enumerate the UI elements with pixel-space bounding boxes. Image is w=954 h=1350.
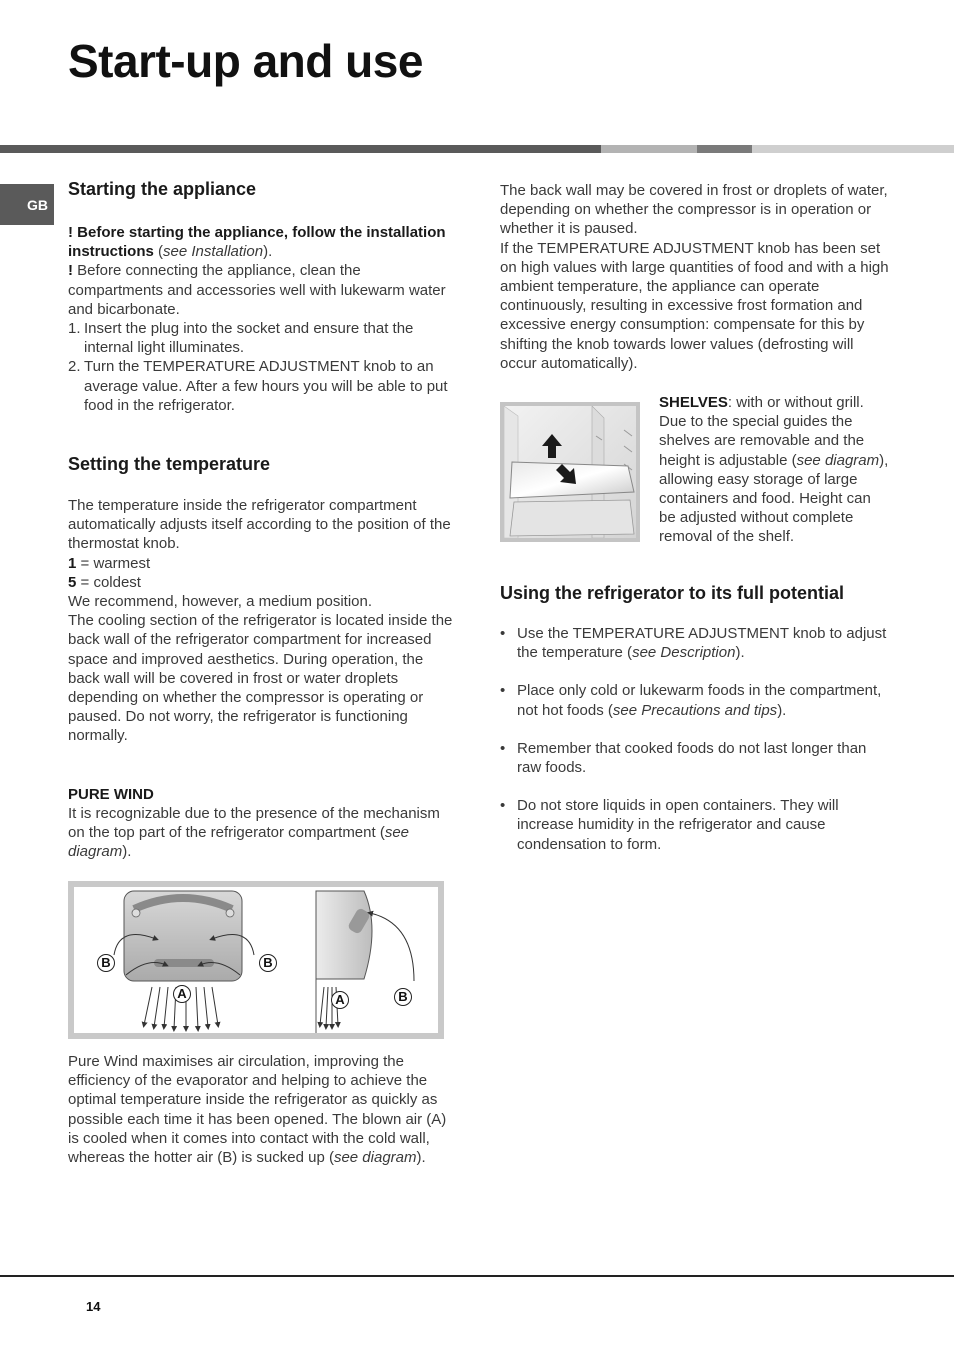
pure-wind-diagram <box>68 881 444 1039</box>
pure-wind-bottom <box>68 1052 456 1167</box>
step-text: Insert the plug into the socket and ensure that the internal light illuminates. <box>84 320 414 357</box>
fan-side-view <box>316 891 414 1033</box>
language-tab: GB <box>0 184 54 225</box>
start-steps <box>68 319 456 415</box>
label-a-front: A <box>173 985 191 1003</box>
item-text: Remember that cooked foods do not last longer than raw foods. <box>517 739 867 777</box>
coldest-text: = coldest <box>76 573 141 591</box>
header-band-lightest <box>752 145 954 153</box>
bullet: • <box>500 682 506 700</box>
ref-diagram: see diagram <box>796 451 880 469</box>
knob-high-values: If the TEMPERATURE ADJUSTMENT knob has been set on high values with large quantities of food and with a high ambient temperature, the appliance can operate continuously, resulting in excessive frost formation and excessive energy consumption: compensate for this by shifting the knob towards lower values (defrosting will occur automatically). <box>500 239 889 372</box>
shelf-diagram <box>500 402 640 542</box>
heading-potential: Using the refrigerator to its full potential <box>500 583 845 603</box>
pure-wind-diagram-inner <box>74 887 438 1033</box>
potential-list <box>500 624 890 854</box>
list-item <box>500 681 890 719</box>
pure-wind-illustration <box>74 887 438 1033</box>
warning-clean-text: Before connecting the appliance, clean the compartments and accessories well with lukewarm water and bicarbonate. <box>68 262 446 318</box>
item-close: ). <box>735 644 745 662</box>
ref-diagram: see diagram <box>68 824 410 861</box>
warning-install-open: ( <box>153 243 164 261</box>
pure-wind-explanation-close: ). <box>416 1149 426 1167</box>
ref-description: see Description <box>632 644 736 662</box>
warmest-text: = warmest <box>76 554 151 572</box>
warning-bang: ! <box>68 262 73 280</box>
temperature-cooling: The cooling section of the refrigerator is located inside the back wall of the refrigerator compartment for increased space and improved aesthetics. During operation, the back wall will be covered in frost or water droplets depending on whether the compressor is operating or paused. Do not worry, the refrigerator is functioning normally. <box>68 612 453 745</box>
heading-pure-wind: PURE WIND <box>68 785 154 803</box>
header-band-dark <box>0 145 601 153</box>
pure-wind-explanation <box>68 1052 456 1167</box>
temperature-intro: The temperature inside the refrigerator compartment automatically adjusts itself according to the position of the thermostat knob. <box>68 497 451 553</box>
shelves-text-2: ), allowing easy storage of large containers and food. Height can be adjusted without complete removal of the shelf. <box>659 451 889 546</box>
item-text: Do not store liquids in open containers. They will increase humidity in the refrigerator and cause condensation to form. <box>517 797 839 853</box>
page-number: 14 <box>86 1299 101 1314</box>
pure-wind-desc-close: ). <box>122 843 132 861</box>
footer-rule <box>0 1275 954 1277</box>
list-item <box>500 796 890 854</box>
list-item <box>68 319 456 357</box>
shelves-description <box>659 393 891 547</box>
warning-bang: ! <box>68 224 73 241</box>
ref-diagram: see diagram <box>333 1149 417 1167</box>
warning-clean <box>68 261 456 319</box>
header-band-mid <box>697 145 752 153</box>
bullet: • <box>500 797 506 815</box>
coldest-number: 5 <box>68 573 77 591</box>
warmest-number: 1 <box>68 554 77 572</box>
warning-install <box>68 223 456 261</box>
shelves-text <box>659 393 891 547</box>
warning-install-close: ). <box>263 243 273 261</box>
page-title: Start-up and use <box>68 35 423 87</box>
step-number: 1. <box>68 320 81 338</box>
list-item <box>68 357 456 415</box>
shelf-illustration <box>504 406 636 538</box>
list-item <box>500 624 890 662</box>
temperature-warmest <box>68 554 456 573</box>
right-column-bottom <box>500 582 890 873</box>
pure-wind-explanation-text: Pure Wind maximises air circulation, improving the efficiency of the evaporator and helping to achieve the optimal temperature inside the refrigerator as quickly as possible each time it has been opened. The blown air (A) is cooled when it comes into contact with the cold wall, whereas the hotter air (B) is sucked up ( <box>68 1053 447 1167</box>
item-text: Place only cold or lukewarm foods in the compartment, not hot foods ( <box>517 682 882 719</box>
warning-install-bold: Before starting the appliance, follow the installation instructions <box>68 224 446 261</box>
fan-front-view <box>114 891 254 1029</box>
label-b-right: B <box>259 954 277 972</box>
bullet: • <box>500 739 506 757</box>
right-column-top <box>500 181 890 373</box>
step-number: 2. <box>68 358 81 376</box>
pure-wind-desc <box>68 804 456 862</box>
shelves-label: SHELVES <box>659 394 728 411</box>
label-a-side: A <box>331 991 349 1009</box>
left-column <box>68 178 456 861</box>
pure-wind-desc-text: It is recognizable due to the presence of the mechanism on the top part of the refrigerator compartment ( <box>68 804 440 842</box>
bullet: • <box>500 625 506 642</box>
label-b-left: B <box>97 954 115 972</box>
back-wall-frost: The back wall may be covered in frost or droplets of water, depending on whether the compressor is in operation or whether it is paused. <box>500 182 888 238</box>
item-close: ). <box>777 701 787 719</box>
heading-temperature: Setting the temperature <box>68 454 271 475</box>
step-text: Turn the TEMPERATURE ADJUSTMENT knob to an average value. After a few hours you will be able to put food in the refrigerator. <box>84 358 448 414</box>
temperature-coldest <box>68 573 456 592</box>
heading-starting: Starting the appliance <box>68 179 257 199</box>
label-b-side: B <box>394 988 412 1006</box>
header-band-light <box>601 145 697 153</box>
shelves-text-1: : with or without grill. Due to the special guides the shelves are removable and the height is adjustable ( <box>659 394 865 469</box>
ref-installation: see Installation <box>163 243 264 261</box>
list-item <box>500 739 890 777</box>
ref-precautions: see Precautions and tips <box>612 701 778 719</box>
item-text: Use the TEMPERATURE ADJUSTMENT knob to adjust the temperature ( <box>517 625 887 662</box>
temperature-recommend: We recommend, however, a medium position. <box>68 593 373 611</box>
